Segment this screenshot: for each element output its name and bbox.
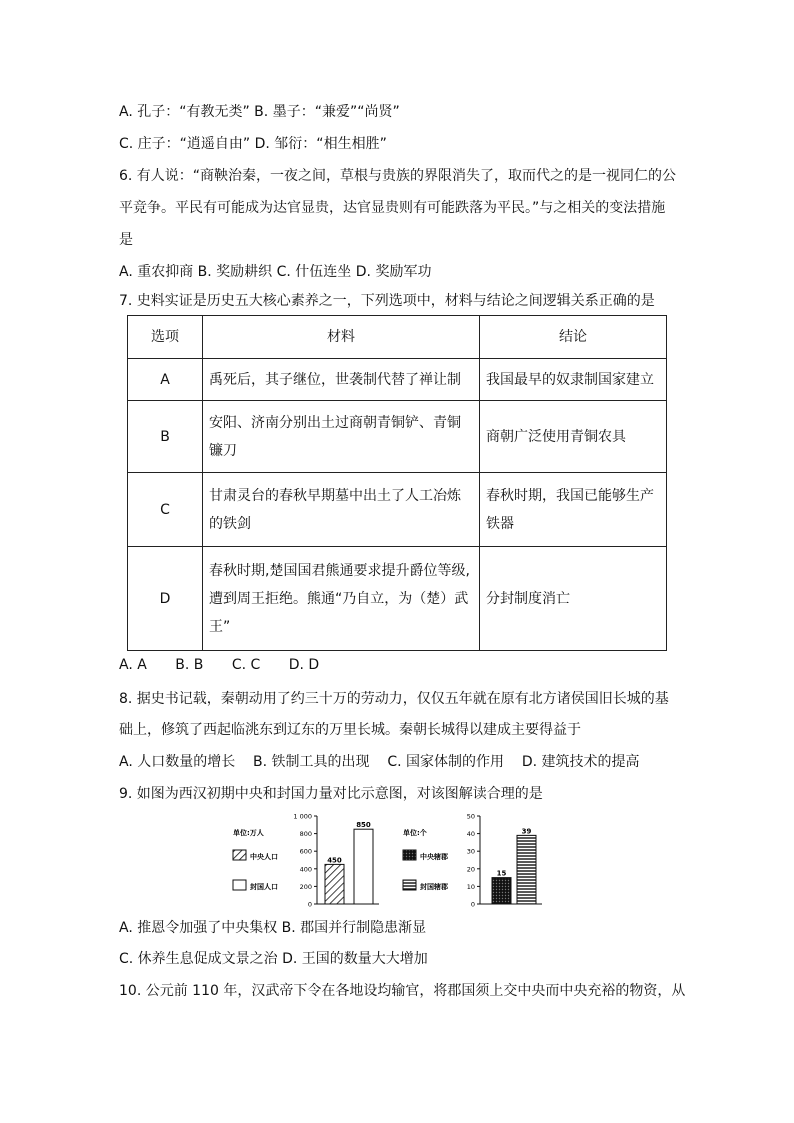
q8-options: A. 人口数量的增长 B. 铁制工具的出现 C. 国家体制的作用 D. 建筑技术的提高	[119, 754, 640, 770]
table-cell-material: 甘肃灵台的春秋早期墓中出土了人工冶炼的铁剑	[203, 473, 480, 547]
q7-answer-a: A. A	[119, 657, 147, 673]
q6-options: A. 重农抑商 B. 奖励耕织 C. 什伍连坐 D. 奖励军功	[119, 264, 432, 280]
chart-unit-label: 单位:万人	[233, 829, 264, 837]
q9-options-line1: A. 推恩令加强了中央集权 B. 郡国并行制隐患渐显	[119, 920, 427, 936]
legend-label: 封国人口	[250, 883, 278, 891]
q7-answers	[119, 657, 343, 673]
chart-y-tick-label: 800	[299, 830, 312, 839]
q7-answer-c: C. C	[231, 657, 261, 673]
chart-bar	[325, 864, 344, 904]
chart-unit-label: 单位:个	[403, 829, 427, 837]
q5-options-line1: A. 孔子：“有教无类” B. 墨子：“兼爱”“尚贤”	[119, 104, 400, 120]
legend-swatch	[233, 880, 246, 890]
chart-y-tick-label: 50	[466, 812, 475, 821]
q6-stem-line1: 6. 有人说：“商鞅治秦，一夜之间，草根与贵族的界限消失了，取而代之的是一视同仁的公	[119, 168, 677, 184]
chart-bar	[517, 835, 536, 904]
table-cell-material: 春秋时期,楚国国君熊通要求提升爵位等级,遭到周王拒绝。熊通“乃自立，为（楚）武王”	[203, 547, 480, 651]
legend-label: 中央辖郡	[420, 853, 448, 861]
q7-stem: 7. 史料实证是历史五大核心素养之一，下列选项中，材料与结论之间逻辑关系正确的是	[119, 293, 655, 309]
legend-label: 封国辖郡	[420, 883, 448, 891]
table-cell-conclusion: 分封制度消亡	[480, 547, 667, 651]
table-cell-conclusion: 春秋时期，我国已能够生产铁器	[480, 473, 667, 547]
q9-chart-svg	[225, 810, 555, 910]
q7-answer-b: B. B	[175, 657, 204, 673]
table-header-cell: 选项	[128, 316, 203, 359]
chart-y-tick-label: 200	[299, 882, 312, 891]
q9-stem: 9. 如图为西汉初期中央和封国力量对比示意图，对该图解读合理的是	[119, 786, 543, 802]
chart-y-tick-label: 400	[299, 865, 312, 874]
q10-stem-line1: 10. 公元前 110 年，汉武帝下令在各地设均输官，将郡国须上交中央而中央充裕的物资，从	[119, 983, 686, 999]
chart-y-tick-label: 0	[470, 900, 475, 909]
table-row	[128, 547, 667, 651]
table-cell-material: 安阳、济南分别出土过商朝青铜铲、青铜镰刀	[203, 401, 480, 473]
chart-y-tick-label: 1 000	[293, 812, 312, 821]
table-row	[128, 473, 667, 547]
table-cell-conclusion: 我国最早的奴隶制国家建立	[480, 359, 667, 401]
table-header-cell: 结论	[480, 316, 667, 359]
q5-options-line2: C. 庄子：“逍遥自由” D. 邹衍：“相生相胜”	[119, 136, 387, 152]
table-cell-option: B	[128, 401, 203, 473]
chart-bar	[492, 878, 511, 904]
table-row	[128, 359, 667, 401]
chart-data-label: 39	[521, 827, 532, 836]
table-cell-option: D	[128, 547, 203, 651]
legend-swatch	[233, 850, 246, 860]
table-cell-option: A	[128, 359, 203, 401]
q8-stem-line1: 8. 据史书记载，秦朝动用了约三十万的劳动力，仅仅五年就在原有北方诸侯国旧长城的基	[119, 691, 669, 707]
chart-y-tick-label: 30	[466, 847, 475, 856]
legend-swatch	[403, 850, 416, 860]
q8-stem-line2: 础上，修筑了西起临洮东到辽东的万里长城。秦朝长城得以建成主要得益于	[119, 722, 581, 738]
table-header-cell: 材料	[203, 316, 480, 359]
legend-label: 中央人口	[250, 853, 278, 861]
chart-y-tick-label: 0	[307, 900, 312, 909]
chart-y-tick-label: 10	[466, 882, 475, 891]
chart-y-tick-label: 40	[466, 830, 475, 839]
table-row	[128, 401, 667, 473]
q9-charts	[225, 810, 555, 910]
chart-y-tick-label: 600	[299, 847, 312, 856]
q6-stem-line2: 平竞争。平民有可能成为达官显贵，达官显贵则有可能跌落为平民。”与之相关的变法措施	[119, 200, 666, 216]
table-cell-option: C	[128, 473, 203, 547]
table-cell-conclusion: 商朝广泛使用青铜农具	[480, 401, 667, 473]
table-cell-material: 禹死后，其子继位，世袭制代替了禅让制	[203, 359, 480, 401]
legend-swatch	[403, 880, 416, 890]
q9-options-line2: C. 休养生息促成文景之治 D. 王国的数量大大增加	[119, 951, 428, 967]
q6-stem-line3: 是	[119, 232, 133, 248]
chart-data-label: 850	[356, 821, 371, 830]
chart-bar	[354, 829, 373, 904]
chart-y-tick-label: 20	[466, 865, 475, 874]
q7-answer-d: D. D	[288, 657, 320, 673]
chart-data-label: 450	[327, 856, 342, 865]
q7-table	[127, 315, 667, 651]
table-header-row	[128, 316, 667, 359]
chart-data-label: 15	[496, 869, 507, 878]
